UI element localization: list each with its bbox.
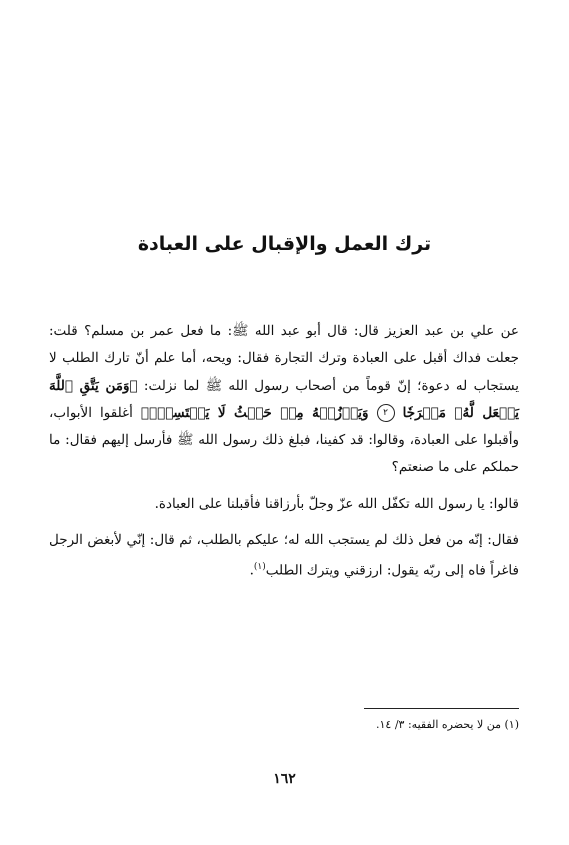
page-number: ١٦٢ xyxy=(273,771,296,787)
verse-number-marker: ٢ xyxy=(377,404,395,422)
footnote-reference: (١) xyxy=(253,562,266,573)
paragraph-3-end: . xyxy=(249,562,254,579)
quran-verse-part-1: ﴿وَمَن يَتَّقِ ٱللَّهَ يَجۡعَل لَّهُۥ مَخۡرَجٗا xyxy=(49,377,520,421)
quran-verse-part-2: وَيَرۡزُقۡهُ مِنۡ حَيۡثُ لَا يَحۡتَسِبُۚ﴾ xyxy=(140,404,369,421)
footnote: (١) من لا يحضره الفقيه: ٣/ ١٤. xyxy=(376,718,519,731)
paragraph-3-text: فقال: إنّه من فعل ذلك لم يستجب الله له؛ عليكم بالطلب، ثم قال: إنّي لأبغض الرجل فاغراً فاه إلى ربّه يقول: ارزقني ويترك الطلب xyxy=(49,532,519,579)
chapter-title: ترك العمل والإقبال على العبادة xyxy=(137,233,432,255)
paragraph-2-text: قالوا: يا رسول الله تكفّل الله عزّ وجلّ بأرزاقنا فأقبلنا على العبادة. xyxy=(154,495,519,512)
footnote-divider xyxy=(364,708,519,709)
body-text xyxy=(49,318,519,585)
paragraph-2 xyxy=(49,491,519,518)
paragraph-1 xyxy=(49,318,519,482)
paragraph-1-closing: أغلقوا الأبواب، وأقبلوا على العبادة، وقالوا: قد كفينا، فبلغ ذلك رسول الله ﷺ فأرسل إليهم فقال: ما حملكم على ما صنعتم؟ xyxy=(49,404,519,476)
paragraph-1-opening: عن علي بن عبد العزيز قال: قال أبو عبد الله ﷺ: ما فعل عمر بن مسلم؟ قلت: جعلت فداك أقبل على العبادة وترك التجارة فقال: ويحه، أما علم أنّ تارك الطلب لا يستجاب له دعوة؛ إنّ قوماً من أصحاب رسول الله ﷺ لما نزلت: xyxy=(49,323,519,394)
paragraph-3 xyxy=(49,527,519,585)
